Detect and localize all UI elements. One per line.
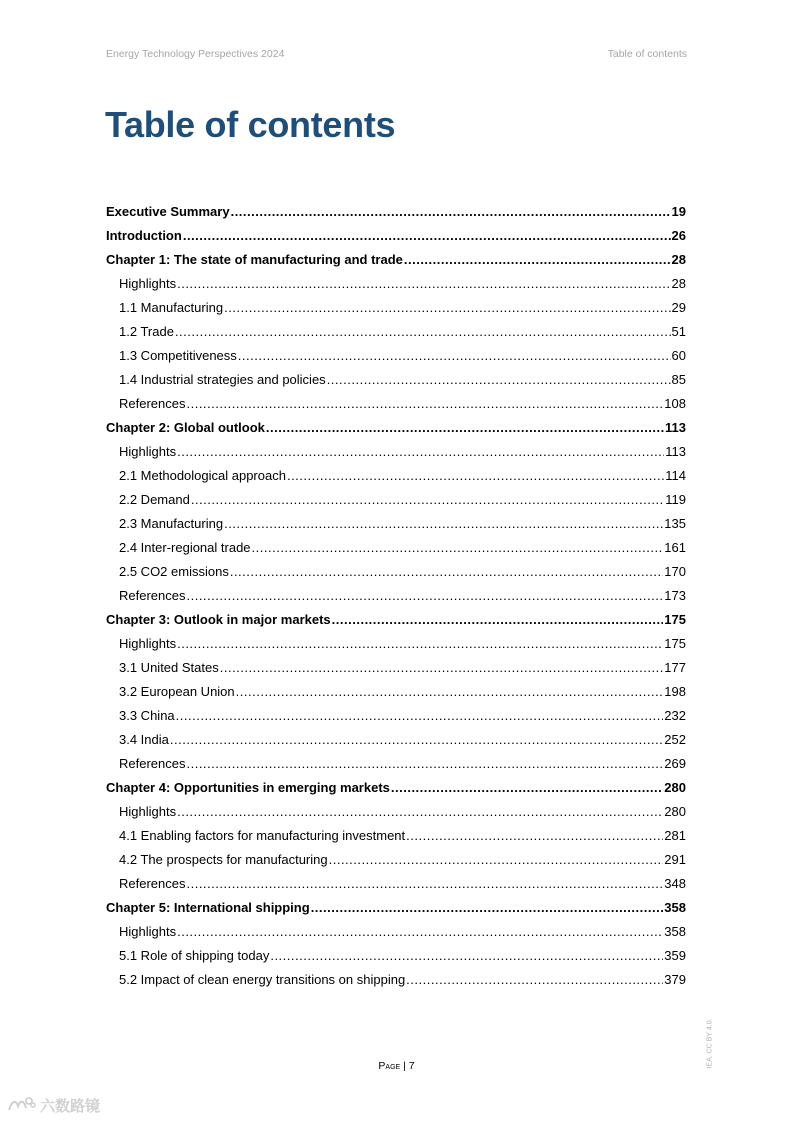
- toc-entry-page: 232: [664, 708, 686, 723]
- toc-entry-section[interactable]: [106, 296, 686, 320]
- toc-entry-label: 5.1 Role of shipping today: [119, 948, 270, 963]
- toc-entry-label: 3.1 United States: [119, 660, 219, 675]
- toc-entry-section[interactable]: [106, 320, 686, 344]
- toc-dot-leader: [329, 848, 664, 872]
- toc-entry-section[interactable]: [106, 512, 686, 536]
- toc-dot-leader: [224, 512, 663, 536]
- toc-entry-chapter[interactable]: [106, 248, 686, 272]
- toc-entry-section[interactable]: [106, 392, 686, 416]
- toc-entry-label: 2.1 Methodological approach: [119, 468, 286, 483]
- toc-entry-page: 113: [665, 444, 686, 459]
- toc-entry-section[interactable]: [106, 632, 686, 656]
- toc-entry-section[interactable]: [106, 968, 686, 992]
- toc-entry-section[interactable]: [106, 680, 686, 704]
- toc-entry-chapter[interactable]: [106, 776, 686, 800]
- toc-entry-label: 3.2 European Union: [119, 684, 235, 699]
- toc-entry-label: 1.1 Manufacturing: [119, 300, 224, 315]
- watermark: [6, 1094, 100, 1116]
- toc-dot-leader: [327, 368, 671, 392]
- toc-entry-page: 252: [664, 732, 686, 747]
- toc-entry-label: Highlights: [119, 924, 177, 939]
- toc-entry-label: Chapter 5: International shipping: [106, 900, 310, 915]
- toc-entry-label: 1.2 Trade: [119, 324, 174, 339]
- toc-entry-page: 135: [664, 516, 686, 531]
- toc-dot-leader: [191, 488, 664, 512]
- toc-entry-page: 358: [664, 900, 686, 915]
- toc-entry-page: 280: [664, 804, 686, 819]
- toc-entry-section[interactable]: [106, 464, 686, 488]
- toc-dot-leader: [406, 968, 663, 992]
- toc-entry-label: Chapter 3: Outlook in major markets: [106, 612, 331, 627]
- toc-entry-section[interactable]: [106, 800, 686, 824]
- toc-dot-leader: [170, 728, 663, 752]
- toc-entry-page: 114: [665, 468, 686, 483]
- toc-entry-section[interactable]: [106, 440, 686, 464]
- toc-dot-leader: [266, 416, 664, 440]
- toc-entry-page: 170: [664, 564, 686, 579]
- toc-dot-leader: [311, 896, 664, 920]
- toc-dot-leader: [270, 944, 663, 968]
- toc-entry-section[interactable]: [106, 872, 686, 896]
- toc-dot-leader: [186, 392, 663, 416]
- toc-entry-label: Highlights: [119, 444, 177, 459]
- toc-entry-chapter[interactable]: [106, 224, 686, 248]
- toc-dot-leader: [177, 800, 663, 824]
- toc-entry-page: 113: [665, 420, 686, 435]
- toc-entry-page: 379: [664, 972, 686, 987]
- toc-entry-section[interactable]: [106, 536, 686, 560]
- toc-entry-page: 28: [671, 276, 686, 291]
- page-title: Table of contents: [105, 104, 396, 145]
- toc-entry-page: 280: [664, 780, 686, 795]
- toc-entry-chapter[interactable]: [106, 608, 686, 632]
- toc-dot-leader: [186, 584, 663, 608]
- toc-entry-label: Introduction: [106, 228, 182, 243]
- toc-entry-section[interactable]: [106, 728, 686, 752]
- toc-entry-page: 175: [664, 636, 686, 651]
- toc-dot-leader: [391, 776, 663, 800]
- table-of-contents: [106, 200, 686, 992]
- toc-dot-leader: [220, 656, 664, 680]
- toc-dot-leader: [177, 440, 664, 464]
- toc-entry-section[interactable]: [106, 944, 686, 968]
- toc-entry-page: 85: [671, 372, 686, 387]
- toc-entry-page: 358: [664, 924, 686, 939]
- toc-entry-label: Chapter 2: Global outlook: [106, 420, 265, 435]
- toc-entry-page: 51: [671, 324, 686, 339]
- toc-entry-chapter[interactable]: [106, 416, 686, 440]
- toc-entry-section[interactable]: [106, 848, 686, 872]
- toc-dot-leader: [236, 680, 664, 704]
- toc-dot-leader: [177, 272, 670, 296]
- toc-entry-page: 173: [664, 588, 686, 603]
- toc-entry-page: 119: [665, 492, 686, 507]
- toc-dot-leader: [183, 224, 671, 248]
- toc-entry-label: Highlights: [119, 276, 177, 291]
- toc-entry-label: 2.3 Manufacturing: [119, 516, 224, 531]
- toc-entry-label: Highlights: [119, 636, 177, 651]
- toc-entry-section[interactable]: [106, 752, 686, 776]
- toc-entry-page: 29: [671, 300, 686, 315]
- page-separator: |: [403, 1060, 406, 1072]
- toc-dot-leader: [287, 464, 664, 488]
- toc-entry-section[interactable]: [106, 920, 686, 944]
- toc-entry-section[interactable]: [106, 656, 686, 680]
- toc-dot-leader: [252, 536, 664, 560]
- watermark-text: 六数路镜: [40, 1097, 101, 1115]
- toc-dot-leader: [332, 608, 664, 632]
- toc-entry-label: 4.1 Enabling factors for manufacturing investment: [119, 828, 406, 843]
- toc-entry-page: 269: [664, 756, 686, 771]
- toc-entry-label: References: [119, 756, 186, 771]
- toc-entry-section[interactable]: [106, 368, 686, 392]
- toc-dot-leader: [404, 248, 671, 272]
- page-number-value: 7: [408, 1060, 415, 1072]
- toc-entry-section[interactable]: [106, 560, 686, 584]
- toc-entry-label: References: [119, 396, 186, 411]
- toc-entry-section[interactable]: [106, 488, 686, 512]
- toc-entry-label: 1.3 Competitiveness: [119, 348, 237, 363]
- toc-entry-page: 60: [671, 348, 686, 363]
- toc-entry-chapter[interactable]: [106, 200, 686, 224]
- header-section-title: Table of contents: [607, 48, 687, 60]
- toc-entry-section[interactable]: [106, 584, 686, 608]
- toc-entry-page: 291: [664, 852, 686, 867]
- toc-dot-leader: [186, 752, 663, 776]
- toc-entry-page: 28: [671, 252, 686, 267]
- toc-entry-page: 359: [664, 948, 686, 963]
- toc-entry-section[interactable]: [106, 344, 686, 368]
- toc-dot-leader: [186, 872, 663, 896]
- toc-dot-leader: [238, 344, 671, 368]
- toc-entry-page: 281: [664, 828, 686, 843]
- toc-dot-leader: [175, 320, 671, 344]
- toc-entry-label: Chapter 4: Opportunities in emerging markets: [106, 780, 390, 795]
- toc-entry-page: 161: [664, 540, 686, 555]
- toc-entry-page: 19: [671, 204, 686, 219]
- toc-entry-label: 2.2 Demand: [119, 492, 190, 507]
- toc-dot-leader: [231, 200, 671, 224]
- toc-entry-section[interactable]: [106, 704, 686, 728]
- toc-dot-leader: [406, 824, 663, 848]
- toc-entry-page: 26: [671, 228, 686, 243]
- toc-entry-page: 198: [664, 684, 686, 699]
- toc-entry-page: 177: [664, 660, 686, 675]
- toc-entry-label: 4.2 The prospects for manufacturing: [119, 852, 328, 867]
- toc-entry-label: 3.4 India: [119, 732, 169, 747]
- toc-entry-chapter[interactable]: [106, 896, 686, 920]
- toc-entry-label: References: [119, 876, 186, 891]
- toc-entry-page: 108: [664, 396, 686, 411]
- toc-dot-leader: [176, 704, 664, 728]
- toc-entry-label: 2.5 CO2 emissions: [119, 564, 229, 579]
- toc-entry-label: Executive Summary: [106, 204, 230, 219]
- toc-entry-label: 1.4 Industrial strategies and policies: [119, 372, 326, 387]
- toc-entry-section[interactable]: [106, 272, 686, 296]
- toc-entry-page: 348: [664, 876, 686, 891]
- toc-entry-label: Highlights: [119, 804, 177, 819]
- page-word: Page: [378, 1060, 401, 1072]
- running-header: [106, 48, 687, 62]
- page-number: [0, 1060, 793, 1072]
- toc-entry-label: 3.3 China: [119, 708, 175, 723]
- toc-dot-leader: [224, 296, 670, 320]
- header-report-title: Energy Technology Perspectives 2024: [106, 48, 285, 60]
- toc-dot-leader: [230, 560, 663, 584]
- toc-entry-label: Chapter 1: The state of manufacturing and trade: [106, 252, 403, 267]
- toc-dot-leader: [177, 632, 663, 656]
- toc-entry-page: 175: [664, 612, 686, 627]
- license-notice: IEA. CC BY 4.0.: [706, 1018, 714, 1069]
- toc-entry-label: 2.4 Inter-regional trade: [119, 540, 251, 555]
- toc-dot-leader: [177, 920, 663, 944]
- toc-entry-label: 5.2 Impact of clean energy transitions on shipping: [119, 972, 406, 987]
- toc-entry-section[interactable]: [106, 824, 686, 848]
- toc-entry-label: References: [119, 588, 186, 603]
- watermark-logo-icon: [6, 1096, 36, 1114]
